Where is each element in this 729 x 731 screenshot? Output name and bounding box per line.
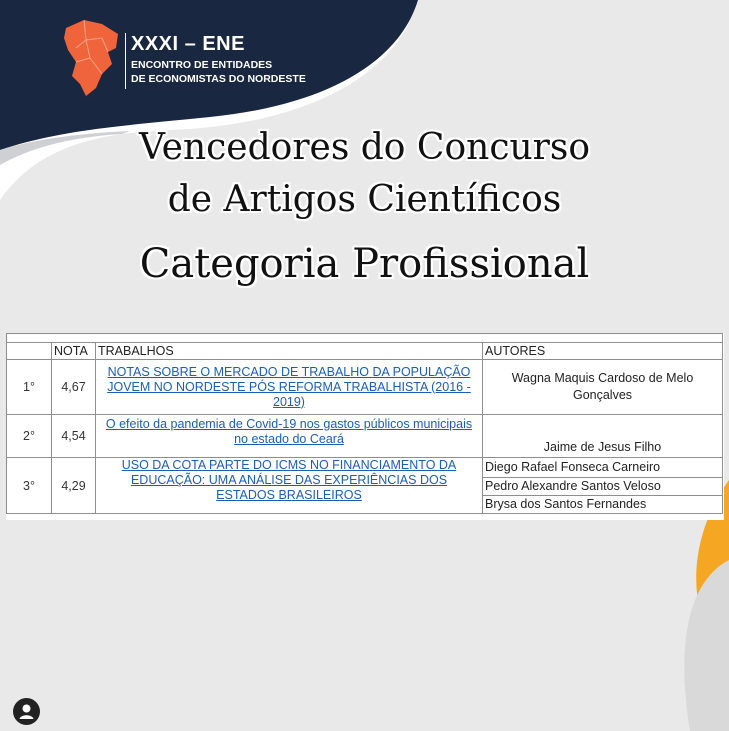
row-place: 3° <box>7 458 52 514</box>
results-table-container <box>6 333 724 520</box>
event-subtitle-line1: ENCONTRO DE ENTIDADES <box>131 59 273 71</box>
header-place <box>7 343 52 360</box>
category-title: Categoria Profissional <box>139 241 590 287</box>
user-avatar-icon[interactable] <box>13 698 40 725</box>
headline-line2: de Artigos Científicos <box>167 179 562 220</box>
table-header-row <box>7 334 723 343</box>
header-authors: AUTORES <box>483 343 723 360</box>
row-author: Brysa dos Santos Fernandes <box>483 496 723 514</box>
row-place: 2° <box>7 415 52 458</box>
table-header-row <box>7 343 723 360</box>
results-table <box>6 333 723 514</box>
northeast-map-icon <box>62 18 122 98</box>
table-row <box>7 360 723 415</box>
table-top-spacer <box>7 334 723 343</box>
row-grade: 4,54 <box>52 415 96 458</box>
row-author: Wagna Maquis Cardoso de Melo Gonçalves <box>483 360 723 415</box>
row-work-link[interactable]: USO DA COTA PARTE DO ICMS NO FINANCIAMENTO DA EDUCAÇÃO: UMA ANÁLISE DAS EXPERIÊNCIAS DOS ESTADOS BRASILEIROS <box>96 458 483 514</box>
table-row <box>7 458 723 478</box>
headline-line1: Vencedores do Concurso <box>138 127 591 168</box>
header-grade: NOTA <box>52 343 96 360</box>
row-work-link[interactable]: O efeito da pandemia de Covid-19 nos gastos públicos municipais no estado do Ceará <box>96 415 483 458</box>
logo-separator <box>125 33 126 89</box>
row-work-link[interactable]: NOTAS SOBRE O MERCADO DE TRABALHO DA POPULAÇÃO JOVEM NO NORDESTE PÓS REFORMA TRABALHISTA (2016 - 2019) <box>96 360 483 415</box>
row-author: Jaime de Jesus Filho <box>483 415 723 458</box>
event-subtitle-line2: DE ECONOMISTAS DO NORDESTE <box>131 73 306 85</box>
row-author: Diego Rafael Fonseca Carneiro <box>483 458 723 478</box>
event-title: XXXI – ENE <box>131 33 245 55</box>
row-place: 1° <box>7 360 52 415</box>
row-grade: 4,29 <box>52 458 96 514</box>
table-row <box>7 415 723 458</box>
row-grade: 4,67 <box>52 360 96 415</box>
row-author: Pedro Alexandre Santos Veloso <box>483 478 723 496</box>
header-work: TRABALHOS <box>96 343 483 360</box>
